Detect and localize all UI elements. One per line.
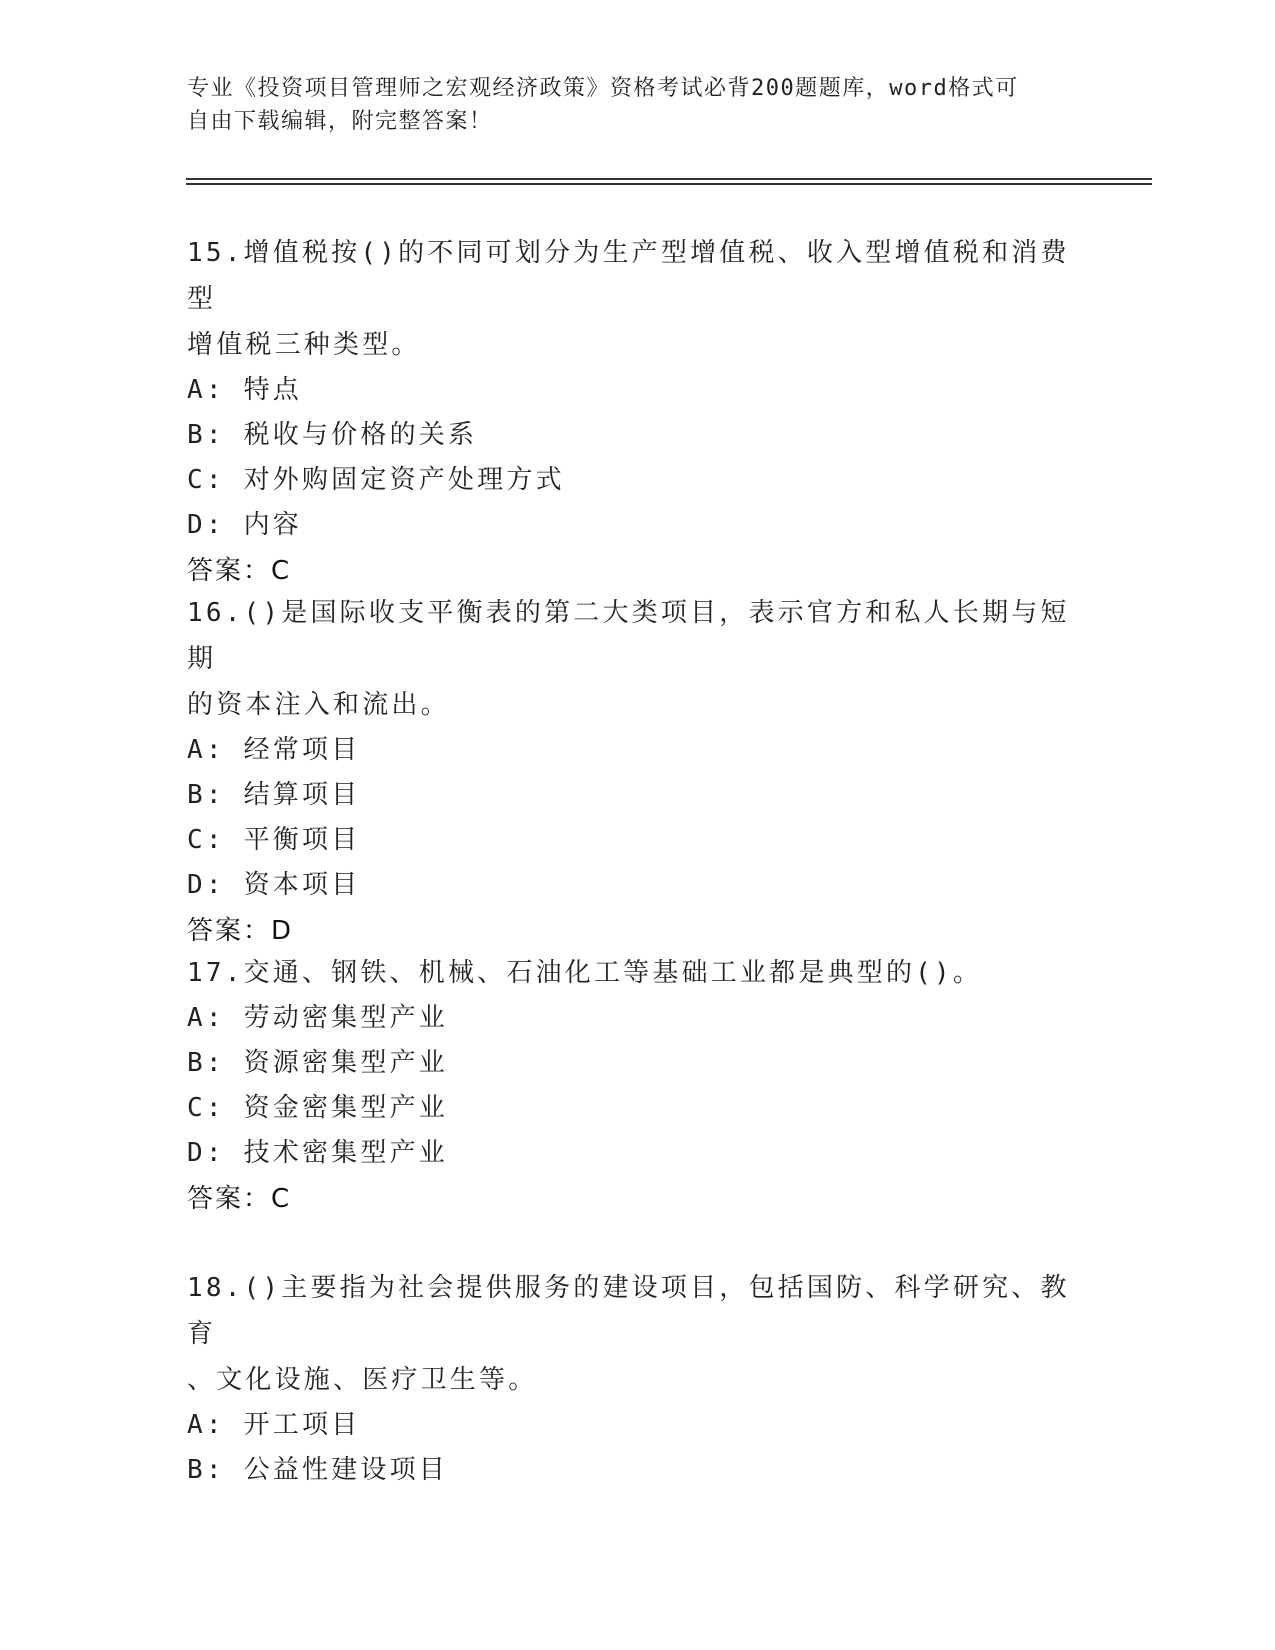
option-text: 资源密集型产业 [243,1048,448,1078]
option-text: 税收与价格的关系 [243,420,478,450]
option-text: 内容 [243,510,302,540]
question-stem-line: 增值税三种类型。 [187,330,421,360]
option-c [187,458,1087,503]
question-15 [187,230,1087,594]
option-a [187,728,1087,773]
option-text: 平衡项目 [243,825,361,855]
option-c [187,1086,1087,1131]
option-text: 开工项目 [243,1410,361,1440]
answer-line: 答案：D [187,916,294,946]
header-divider-top [186,178,1152,180]
option-text: 技术密集型产业 [243,1138,448,1168]
option-a [187,996,1087,1041]
option-text: 资金密集型产业 [243,1093,448,1123]
question-stem-line: 的资本注入和流出。 [187,690,450,720]
document-header [187,72,1087,138]
answer-line: 答案：C [187,556,292,586]
option-text: 经常项目 [243,735,361,765]
option-text: 劳动密集型产业 [243,1003,448,1033]
option-text: 对外购固定资产处理方式 [243,465,565,495]
option-label: B: [187,1048,225,1078]
header-line-1: 专业《投资项目管理师之宏观经济政策》资格考试必背200题题库，word格式可 [187,76,1019,101]
question-18 [187,1265,1087,1493]
option-label: C: [187,465,225,495]
question-stem-line: 17.交通、钢铁、机械、石油化工等基础工业都是典型的()。 [187,958,983,988]
option-label: A: [187,375,225,405]
option-label: D: [187,870,225,900]
option-label: D: [187,1138,225,1168]
option-label: C: [187,1093,225,1123]
question-17 [187,950,1087,1222]
option-a [187,368,1087,413]
header-line-2: 自由下载编辑，附完整答案！ [187,109,493,134]
option-text: 公益性建设项目 [243,1455,448,1485]
option-d [187,503,1087,548]
question-16 [187,590,1087,954]
option-c [187,818,1087,863]
option-text: 资本项目 [243,870,361,900]
option-label: D: [187,510,225,540]
option-b [187,1041,1087,1086]
option-label: B: [187,420,225,450]
question-stem-line: 、文化设施、医疗卫生等。 [187,1365,538,1395]
option-label: B: [187,1455,225,1485]
answer-line: 答案：C [187,1184,292,1214]
option-a [187,1403,1087,1448]
header-divider-bottom [186,183,1152,185]
option-d [187,863,1087,908]
question-stem-line: 18.()主要指为社会提供服务的建设项目，包括国防、科学研究、教育 [187,1273,1070,1349]
option-text: 特点 [243,375,302,405]
question-stem-line: 16.()是国际收支平衡表的第二大类项目，表示官方和私人长期与短期 [187,598,1070,674]
question-stem-line: 15.增值税按()的不同可划分为生产型增值税、收入型增值税和消费型 [187,238,1070,314]
option-label: B: [187,780,225,810]
option-label: A: [187,1003,225,1033]
option-b [187,1448,1087,1493]
option-b [187,413,1087,458]
option-label: A: [187,735,225,765]
option-label: A: [187,1410,225,1440]
option-d [187,1131,1087,1176]
option-text: 结算项目 [243,780,361,810]
option-label: C: [187,825,225,855]
option-b [187,773,1087,818]
